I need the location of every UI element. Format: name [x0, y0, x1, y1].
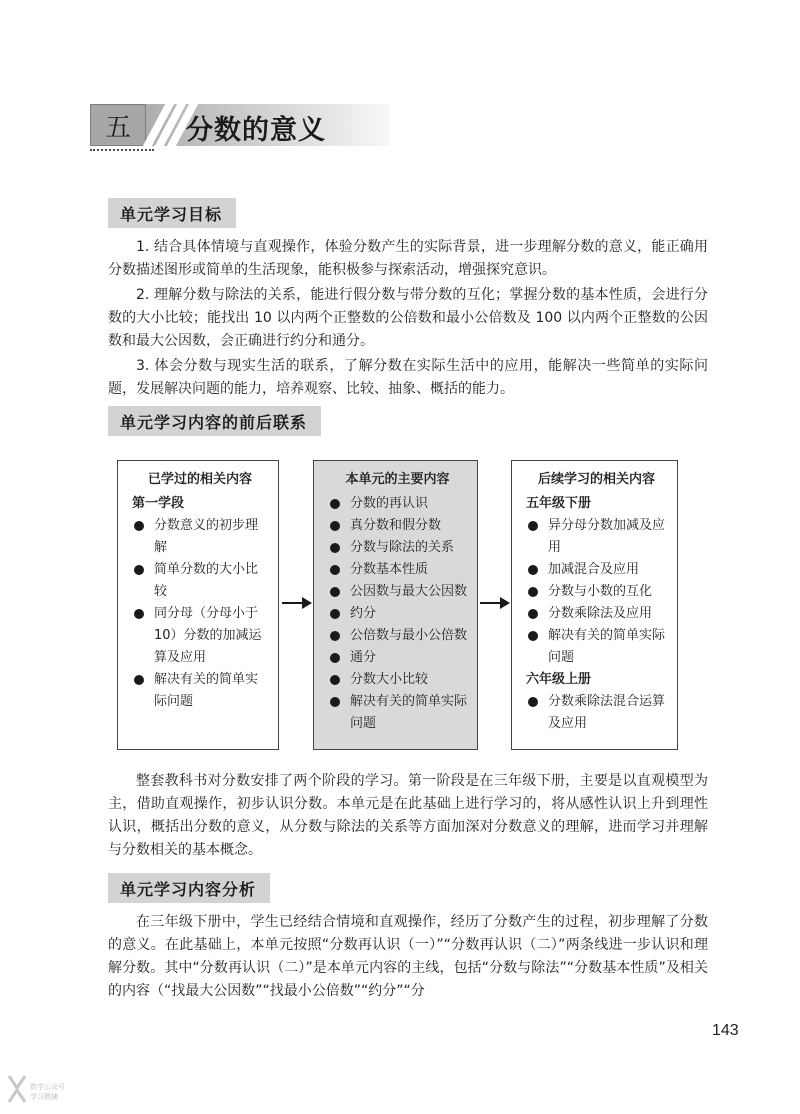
- watermark-text: 数学公众号: [30, 1083, 65, 1091]
- box-title: 后续学习的相关内容: [537, 472, 655, 487]
- chapter-number: 五: [90, 104, 146, 146]
- chapter-dotted-rule: [90, 149, 154, 151]
- list-item: 分数基本性质: [328, 559, 467, 581]
- bullet-icon: [330, 609, 340, 619]
- bullet-icon: [134, 675, 144, 685]
- bullet-icon: [330, 675, 340, 685]
- bullet-icon: [330, 543, 340, 553]
- bullet-icon: [330, 587, 340, 597]
- bullet-icon: [330, 499, 340, 509]
- list-item: 公因数与最大公因数: [328, 581, 467, 603]
- list-item: 异分母分数加减及应用: [526, 515, 667, 559]
- bullet-icon: [528, 697, 538, 707]
- list-item: 解决有关的简单实际问题: [328, 691, 467, 735]
- list-item: 分数与小数的互化: [526, 581, 667, 603]
- bullet-icon: [330, 565, 340, 575]
- list-item: 分数意义的初步理解: [132, 515, 268, 559]
- bullet-icon: [330, 653, 340, 663]
- watermark: [6, 1074, 86, 1110]
- list-item: 分数乘除法及应用: [526, 603, 667, 625]
- bullet-icon: [528, 587, 538, 597]
- list-item: 公倍数与最小公倍数: [328, 625, 467, 647]
- goal-paragraph-2: 2. 理解分数与除法的关系，能进行假分数与带分数的互化；掌握分数的基本性质，会进行分数的大小比较；能找出 10 以内两个正整数的公倍数和最小公倍数及 100 以内两个正整数的公因数和最大公因数，会正确进行约分和通分。: [108, 287, 708, 349]
- bullet-icon: [528, 609, 538, 619]
- arrow-right-icon: [282, 602, 310, 604]
- bullet-icon: [134, 521, 144, 531]
- analysis-paragraph: 在三年级下册中，学生已经结合情境和直观操作，经历了分数产生的过程，初步理解了分数的意义。在此基础上，本单元按照“分数再认识（一）”“分数再认识（二）”两条线进一步认识和理解分数。其中“分数再认识（二）”是本单元内容的主线，包括“分数与除法”“分数基本性质”及相关的内容（“找最大公因数”“找最小公倍数”“约分”“分: [108, 914, 708, 999]
- list-item: 分数大小比较: [328, 669, 467, 691]
- page-number: 143: [712, 1022, 739, 1039]
- chapter-header: [90, 104, 400, 152]
- bullet-icon: [134, 565, 144, 575]
- bullet-icon: [528, 631, 538, 641]
- section-heading-connections: 单元学习内容的前后联系: [108, 406, 321, 436]
- chapter-title: 分数的意义: [186, 115, 326, 146]
- list-item: 解决有关的简单实际问题: [526, 625, 667, 669]
- list-item: 约分: [328, 603, 467, 625]
- stage-label: 第一学段: [132, 496, 185, 511]
- bullet-icon: [330, 697, 340, 707]
- arrow-right-icon: [480, 602, 508, 604]
- list-item: 加减混合及应用: [526, 559, 667, 581]
- list-item: 分数乘除法混合运算及应用: [526, 691, 667, 735]
- watermark-text: 学习教辅: [30, 1093, 58, 1101]
- section-heading-goals: 单元学习目标: [108, 198, 236, 228]
- diagram-box-current: [313, 460, 478, 750]
- diagram-box-prior: [117, 460, 279, 750]
- goal-paragraph-1: 1. 结合具体情境与直观操作，体验分数产生的实际背景，进一步理解分数的意义，能正确用分数描述图形或简单的生活现象，能积极参与探索活动，增强探究意识。: [108, 239, 708, 278]
- goal-paragraph-3: 3. 体会分数与现实生活的联系，了解分数在实际生活中的应用，能解决一些简单的实际问题，发展解决问题的能力，培养观察、比较、抽象、概括的能力。: [108, 358, 708, 397]
- section-heading-analysis: 单元学习内容分析: [108, 873, 270, 903]
- grade-label: 五年级下册: [526, 496, 592, 511]
- box-title: 本单元的主要内容: [345, 472, 450, 487]
- list-item: 同分母（分母小于10）分数的加减运算及应用: [132, 603, 268, 669]
- grade-label: 六年级上册: [526, 672, 592, 687]
- list-item: 解决有关的简单实际问题: [132, 669, 268, 713]
- list-item: 真分数和假分数: [328, 515, 467, 537]
- bullet-icon: [528, 565, 538, 575]
- list-item: 分数的再认识: [328, 493, 467, 515]
- bullet-icon: [330, 631, 340, 641]
- bullet-icon: [134, 609, 144, 619]
- overview-paragraph: 整套教科书对分数安排了两个阶段的学习。第一阶段是在三年级下册，主要是以直观模型为主，借助直观操作，初步认识分数。本单元是在此基础上进行学习的，将从感性认识上升到理性认识，概括出分数的意义，从分数与除法的关系等方面加深对分数意义的理解，进而学习并理解与分数相关的基本概念。: [108, 773, 708, 858]
- bullet-icon: [528, 521, 538, 531]
- list-item: 简单分数的大小比较: [132, 559, 268, 603]
- box-title: 已学过的相关内容: [147, 472, 252, 487]
- watermark-logo-icon: [6, 1074, 28, 1104]
- list-item: 通分: [328, 647, 467, 669]
- bullet-icon: [330, 521, 340, 531]
- diagram-box-following: [511, 460, 678, 750]
- list-item: 分数与除法的关系: [328, 537, 467, 559]
